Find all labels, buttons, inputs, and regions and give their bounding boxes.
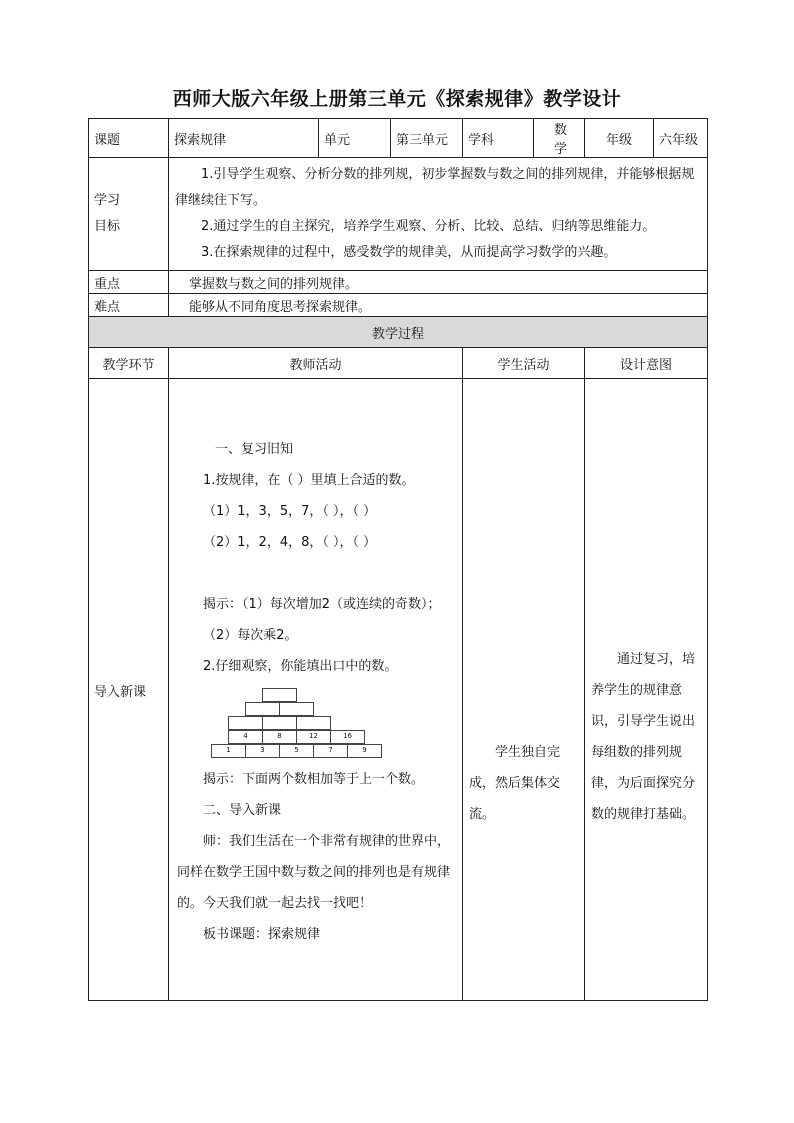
hint-1: 揭示：（1）每次增加2（或连续的奇数）； <box>203 596 441 612</box>
col-stage-header: 教学环节 <box>89 348 169 379</box>
design-text: 通过复习，培养学生的规律意识，引导学生说出每组数的排列规律，为后面探究分数的规律打基础。 <box>591 651 696 822</box>
board-title: 板书课题：探索规律 <box>203 926 321 942</box>
question-2: 2.仔细观察，你能填出口中的数。 <box>203 658 398 674</box>
pyramid-cell: 9 <box>348 744 382 757</box>
goals-content <box>169 158 708 271</box>
key-point-row <box>89 271 708 294</box>
pyramid-cell: 16 <box>331 730 365 743</box>
pyramid-cell: 12 <box>297 730 331 743</box>
pyramid-cell: 1 <box>212 744 246 757</box>
teacher-activity <box>169 379 463 1001</box>
goal-item: 2.通过学生的自主探究，培养学生观察、分析、比较、总结、归纳等思维能力。 <box>201 219 656 234</box>
hint-2: 揭示：下面两个数相加等于上一个数。 <box>203 771 425 787</box>
document-title: 西师大版六年级上册第三单元《探索规律》教学设计 <box>172 88 622 110</box>
sequence-1: （1）1，3，5，7，（ ），（ ） <box>203 503 377 519</box>
spacer <box>177 558 454 589</box>
sequence-2: （2）1，2，4，8，（ ），（ ） <box>203 534 377 550</box>
grade-label: 年级 <box>585 119 654 158</box>
course-label: 课题 <box>89 119 169 158</box>
process-section-row <box>89 317 708 348</box>
pyramid-row-1 <box>211 744 382 758</box>
col-teacher-header: 教师活动 <box>169 348 463 379</box>
header-row <box>89 119 708 158</box>
intro-text: 师：我们生活在一个非常有规律的世界中，同样在数学王国中数与数之间的排列也是有规律的。今天我们就一起去找一找吧！ <box>177 833 451 911</box>
process-section-title: 教学过程 <box>89 317 708 348</box>
goals-label-line1: 学习 <box>94 193 121 208</box>
goals-row <box>89 158 708 271</box>
goals-label <box>89 158 169 271</box>
pyramid-cell: 3 <box>246 744 280 757</box>
subject-label: 学科 <box>463 119 534 158</box>
design-intent <box>585 379 708 1001</box>
goal-item: 1.引导学生观察、分析分数的排列规，初步掌握数与数之间的排列规律，并能够根据规律继续往下写。 <box>175 167 695 208</box>
process-row <box>89 379 708 1001</box>
student-activity <box>463 379 585 1001</box>
difficulty-row <box>89 294 708 317</box>
student-text: 学生独自完成，然后集体交流。 <box>469 744 561 822</box>
unit-label: 单元 <box>319 119 391 158</box>
goal-item: 3.在探索规律的过程中，感受数学的规律美，从而提高学习数学的兴趣。 <box>201 245 617 260</box>
intro-heading: 二、导入新课 <box>203 802 282 818</box>
pyramid-cell: 5 <box>280 744 314 757</box>
lesson-plan-table <box>88 118 708 1001</box>
difficulty-label: 难点 <box>89 294 169 317</box>
pyramid-row-5 <box>262 688 297 702</box>
question-1: 1.按规律，在（ ）里填上合适的数。 <box>203 472 415 488</box>
stage-cell: 导入新课 <box>89 379 169 1001</box>
goals-label-line2: 目标 <box>94 219 121 234</box>
hint-1b: （2）每次乘2。 <box>203 627 298 643</box>
subject-value: 数学 <box>534 119 585 158</box>
pyramid-row-2 <box>228 730 365 744</box>
review-heading: 一、复习旧知 <box>215 441 294 457</box>
number-pyramid <box>211 688 454 758</box>
difficulty-value: 能够从不同角度思考探索规律。 <box>169 294 708 317</box>
grade-value: 六年级 <box>654 119 708 158</box>
unit-value: 第三单元 <box>391 119 463 158</box>
course-value: 探索规律 <box>169 119 319 158</box>
col-design-header: 设计意图 <box>585 348 708 379</box>
pyramid-row-3 <box>228 716 331 730</box>
pyramid-cell: 7 <box>314 744 348 757</box>
pyramid-row-4 <box>245 702 314 716</box>
process-header-row <box>89 348 708 379</box>
pyramid-cell: 8 <box>263 730 297 743</box>
pyramid-cell: 4 <box>229 730 263 743</box>
col-student-header: 学生活动 <box>463 348 585 379</box>
key-point-label: 重点 <box>89 271 169 294</box>
key-point-value: 掌握数与数之间的排列规律。 <box>169 271 708 294</box>
